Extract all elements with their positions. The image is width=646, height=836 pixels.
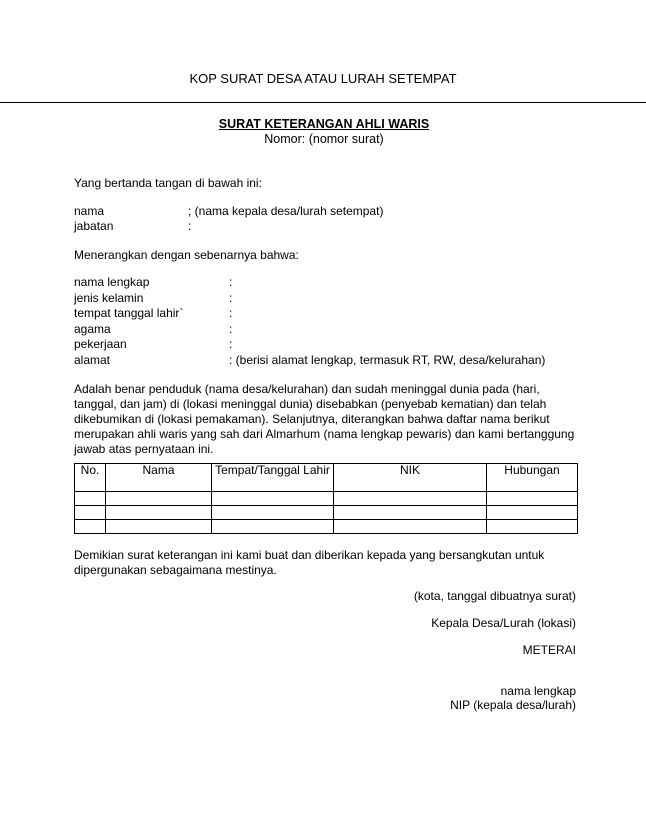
closing-line: dipergunakan sebagaimana mestinya. bbox=[74, 563, 277, 577]
deceased-field-value: : bbox=[229, 337, 233, 351]
column-header-birth: Tempat/Tanggal Lahir bbox=[212, 464, 334, 492]
deceased-field-label: tempat tanggal lahir` bbox=[74, 306, 184, 320]
table-row bbox=[75, 506, 578, 520]
table-cell bbox=[212, 520, 334, 534]
document-title: SURAT KETERANGAN AHLI WARIS bbox=[218, 117, 430, 131]
table-cell bbox=[334, 506, 487, 520]
table-row bbox=[75, 492, 578, 506]
intro-text: Yang bertanda tangan di bawah ini: bbox=[74, 176, 262, 190]
letterhead-title: KOP SURAT DESA ATAU LURAH SETEMPAT bbox=[189, 71, 457, 86]
statement-line: dikebumikan di (lokasi pemakaman). Selanjutnya, diterangkan bahwa daftar nama berikut bbox=[74, 412, 550, 426]
column-header-name: Nama bbox=[106, 464, 212, 492]
table-cell bbox=[487, 506, 578, 520]
table-cell bbox=[487, 492, 578, 506]
deceased-field-value: : bbox=[229, 275, 233, 289]
deceased-field-value: : bbox=[229, 291, 233, 305]
table-cell bbox=[106, 506, 212, 520]
table-cell bbox=[212, 506, 334, 520]
table-cell bbox=[106, 492, 212, 506]
declaration-text: Menerangkan dengan sebenarnya bahwa: bbox=[74, 248, 299, 262]
table-cell bbox=[334, 520, 487, 534]
table-cell bbox=[75, 506, 106, 520]
document-number: Nomor: (nomor surat) bbox=[264, 132, 384, 146]
deceased-field-value: : bbox=[229, 322, 233, 336]
heirs-table bbox=[74, 463, 578, 534]
table-cell bbox=[212, 492, 334, 506]
signature-position: Kepala Desa/Lurah (lokasi) bbox=[431, 616, 576, 630]
signer-name-value: ; (nama kepala desa/lurah setempat) bbox=[188, 204, 384, 218]
deceased-field-value: : (berisi alamat lengkap, termasuk RT, RW, desa/kelurahan) bbox=[229, 353, 546, 367]
deceased-field-label: nama lengkap bbox=[74, 275, 150, 289]
column-header-relation: Hubungan bbox=[487, 464, 578, 492]
signature-place-date: (kota, tanggal dibuatnya surat) bbox=[413, 589, 576, 603]
table-cell bbox=[75, 520, 106, 534]
table-row bbox=[75, 520, 578, 534]
deceased-field-label: pekerjaan bbox=[74, 337, 127, 351]
signer-position-label: jabatan bbox=[74, 219, 114, 233]
signature-name: nama lengkap bbox=[500, 684, 576, 698]
table-cell bbox=[106, 520, 212, 534]
statement-line: jawab atas pernyataan ini. bbox=[74, 442, 214, 456]
statement-line: Adalah benar penduduk (nama desa/kelurahan) dan sudah meninggal dunia pada (hari, bbox=[74, 382, 540, 396]
statement-line: tanggal, dan jam) di (lokasi meninggal dunia) disebabkan (penyebab kematian) dan telah bbox=[74, 397, 547, 411]
deceased-field-label: jenis kelamin bbox=[74, 291, 144, 305]
statement-line: merupakan ahli waris yang sah dari Almarhum (nama lengkap pewaris) dan kami bertanggung bbox=[74, 427, 575, 441]
table-header-row bbox=[75, 464, 578, 492]
signature-nip: NIP (kepala desa/lurah) bbox=[450, 698, 576, 712]
table-cell bbox=[75, 492, 106, 506]
closing-line: Demikian surat keterangan ini kami buat dan diberikan kepada yang bersangkutan untuk bbox=[74, 548, 545, 562]
stamp-placeholder: METERAI bbox=[522, 643, 576, 657]
table-cell bbox=[487, 520, 578, 534]
deceased-field-label: agama bbox=[74, 322, 111, 336]
column-header-nik: NIK bbox=[334, 464, 487, 492]
letterhead-divider bbox=[0, 102, 646, 103]
column-header-no: No. bbox=[75, 464, 106, 492]
signer-name-label: nama bbox=[74, 204, 105, 218]
signer-position-value: : bbox=[188, 219, 192, 233]
deceased-field-value: : bbox=[229, 306, 233, 320]
table-cell bbox=[334, 492, 487, 506]
deceased-field-label: alamat bbox=[74, 353, 111, 367]
